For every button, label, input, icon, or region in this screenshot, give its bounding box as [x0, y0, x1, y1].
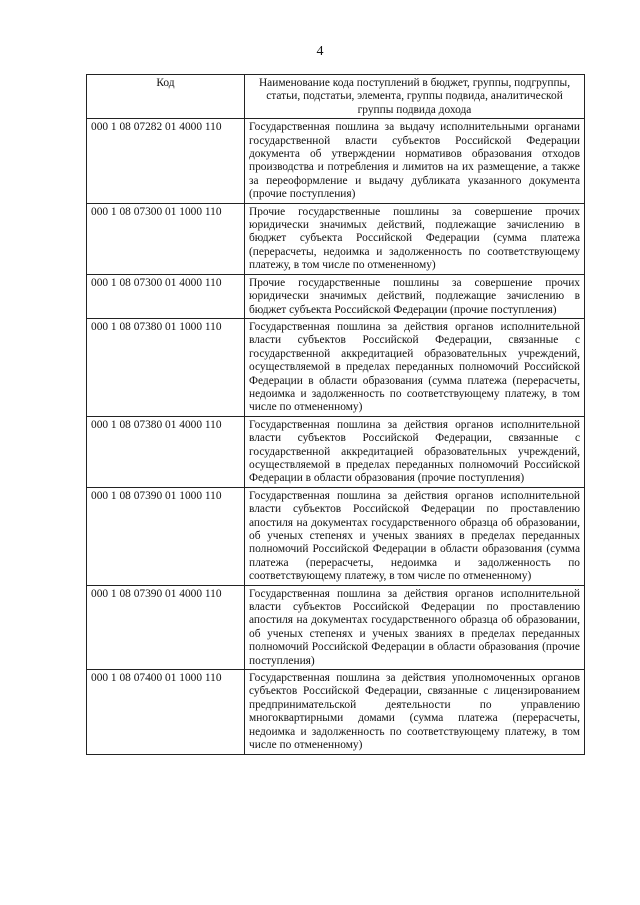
- row-name: Государственная пошлина за действия уполномоченных органов субъектов Российской Федерации, связанные с лицензированием предпринимательской деятельности по управлению многоквартирными домами (сумма платежа (перерасчеты, недоимка и задолженность по соответствующему платежу, в том числе по отмененному): [245, 670, 585, 754]
- table-row: [87, 670, 585, 754]
- row-code: 000 1 08 07390 01 1000 110: [87, 487, 245, 585]
- row-name: Государственная пошлина за действия органов исполнительной власти субъектов Российской Федерации, связанные с государственной аккредитацией образовательных учреждений, осуществляемой в пределах переданных полномочий Российской Федерации в области образования (прочие поступления): [245, 416, 585, 487]
- row-name: Государственная пошлина за действия органов исполнительной власти субъектов Российской Федерации, связанные с государственной аккредитацией образовательных учреждений, осуществляемой в пределах переданных полномочий Российской Федерации в области образования (сумма платежа (перерасчеты, недоимка и задолженность по соответствующему платежу, в том числе по отмененному): [245, 318, 585, 416]
- row-name: Государственная пошлина за действия органов исполнительной власти субъектов Российской Федерации по проставлению апостиля на документах государственного образца об образовании, об ученых степенях и ученых званиях в пределах переданных полномочий Российской Федерации в области образования (прочие поступления): [245, 585, 585, 669]
- name-column-header: Наименование кода поступлений в бюджет, группы, подгруппы, статьи, подстатьи, элемента, группы подвида, аналитической группы подвида дохода: [245, 75, 585, 119]
- income-codes-table: [86, 74, 585, 755]
- row-name: Прочие государственные пошлины за совершение прочих юридически значимых действий, подлежащие зачислению в бюджет субъекта Российской Федерации (прочие поступления): [245, 274, 585, 318]
- row-name: Государственная пошлина за действия органов исполнительной власти субъектов Российской Федерации по проставлению апостиля на документах государственного образца об образовании, об ученых степенях и ученых званиях в пределах переданных полномочий Российской Федерации в области образования (сумма платежа (перерасчеты, недоимка и задолженность по соответствующему платежу, в том числе по отмененному): [245, 487, 585, 585]
- table-row: [87, 318, 585, 416]
- code-column-header: Код: [87, 75, 245, 119]
- row-code: 000 1 08 07400 01 1000 110: [87, 670, 245, 754]
- table-row: [87, 585, 585, 669]
- page-number: 4: [316, 44, 324, 59]
- row-name: Прочие государственные пошлины за совершение прочих юридически значимых действий, подлежащие зачислению в бюджет субъекта Российской Федерации (сумма платежа (перерасчеты, недоимка и задолженность по соответствующему платежу, в том числе по отмененному): [245, 203, 585, 274]
- table-row: [87, 487, 585, 585]
- row-name: Государственная пошлина за выдачу исполнительными органами государственной власти субъектов Российской Федерации документа об утверждении нормативов образования отходов производства и потребления и лимитов на их размещение, а также за переоформление и выдачу дубликата указанного документа (прочие поступления): [245, 119, 585, 203]
- table-row: [87, 203, 585, 274]
- table-row: [87, 416, 585, 487]
- row-code: 000 1 08 07300 01 1000 110: [87, 203, 245, 274]
- table-header-row: [87, 75, 585, 119]
- table-row: [87, 274, 585, 318]
- row-code: 000 1 08 07282 01 4000 110: [87, 119, 245, 203]
- row-code: 000 1 08 07380 01 4000 110: [87, 416, 245, 487]
- row-code: 000 1 08 07300 01 4000 110: [87, 274, 245, 318]
- table-row: [87, 119, 585, 203]
- row-code: 000 1 08 07390 01 4000 110: [87, 585, 245, 669]
- row-code: 000 1 08 07380 01 1000 110: [87, 318, 245, 416]
